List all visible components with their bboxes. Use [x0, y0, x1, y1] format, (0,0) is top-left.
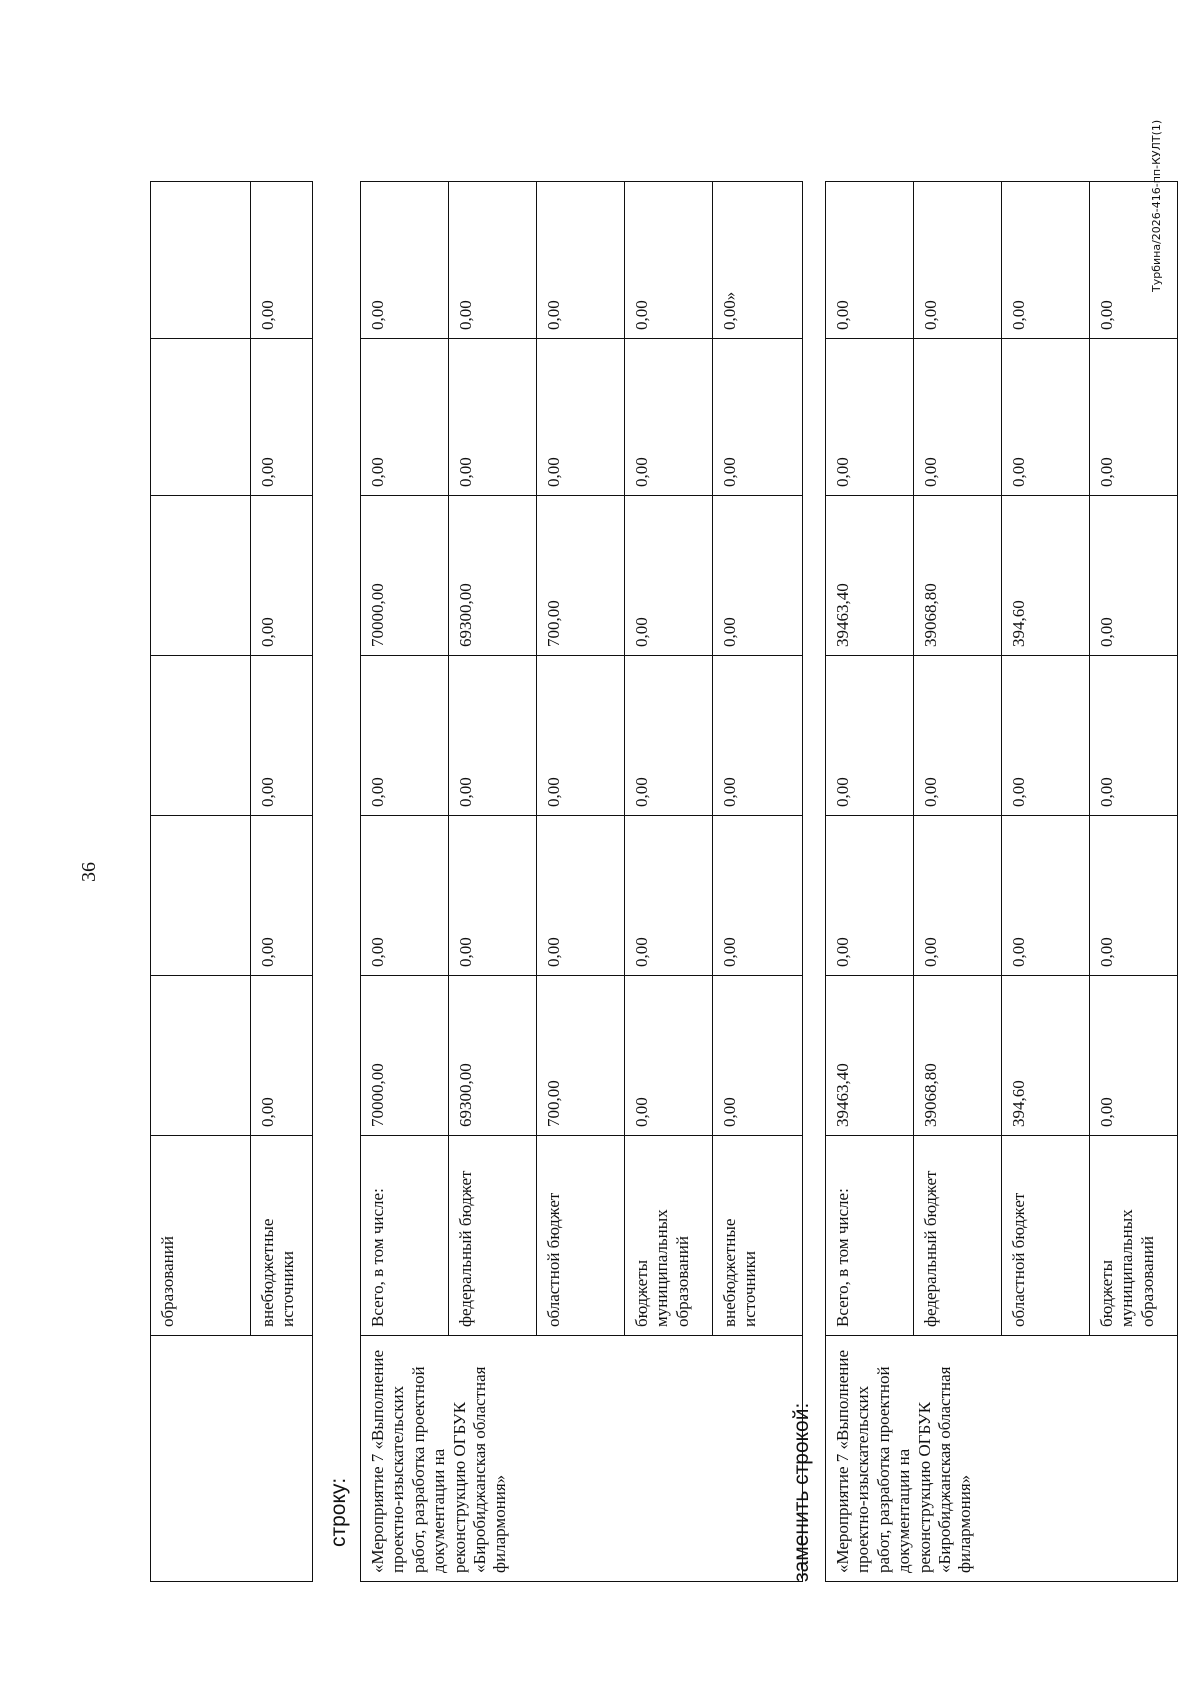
amount-cell: 0,00 — [826, 656, 914, 816]
amount-cell: 0,00 — [625, 976, 713, 1136]
amount-cell: 0,00 — [537, 656, 625, 816]
amount-cell: 39068,80 — [914, 496, 1002, 656]
amount-cell — [151, 339, 251, 496]
amount-cell: 0,00 — [1090, 816, 1178, 976]
funding-source-cell: образований — [151, 1136, 251, 1336]
amount-cell: 0,00 — [1090, 339, 1178, 496]
funding-source-cell: областной бюджет — [537, 1136, 625, 1336]
amount-cell: 0,00 — [713, 339, 803, 496]
document-footer-code: Турбина/2026-416-пп-КУЛТ(1) — [1150, 119, 1163, 292]
amount-cell: 0,00» — [713, 182, 803, 339]
amount-cell: 0,00 — [1002, 816, 1090, 976]
amount-cell: 0,00 — [1090, 496, 1178, 656]
table-row — [826, 182, 914, 1582]
amount-cell: 0,00 — [537, 182, 625, 339]
amount-cell: 0,00 — [625, 182, 713, 339]
old-row-table — [360, 181, 803, 1582]
amount-cell: 700,00 — [537, 496, 625, 656]
amount-cell: 0,00 — [625, 656, 713, 816]
amount-cell: 0,00 — [1002, 182, 1090, 339]
new-row-table — [825, 181, 1178, 1582]
amount-cell: 394,60 — [1002, 976, 1090, 1136]
amount-cell: 0,00 — [625, 816, 713, 976]
funding-source-cell: федеральный бюджет — [449, 1136, 537, 1336]
amount-cell: 0,00 — [251, 496, 313, 656]
amount-cell — [151, 976, 251, 1136]
label-new-row: заменить строкой: — [790, 1402, 813, 1582]
label-old-row: строку: — [327, 1477, 350, 1547]
amount-cell: 0,00 — [361, 182, 449, 339]
amount-cell: 0,00 — [251, 339, 313, 496]
amount-cell — [151, 816, 251, 976]
measure-title-cell: «Мероприятие 7 «Выполнение проектно-изыскательских работ, разработка проектной документации на реконструкцию ОГБУК «Биробиджанская областная филармония» — [361, 1336, 803, 1582]
amount-cell: 0,00 — [449, 816, 537, 976]
page-number: 36 — [78, 862, 100, 882]
amount-cell: 0,00 — [1090, 182, 1178, 339]
amount-cell: 0,00 — [826, 339, 914, 496]
funding-source-cell: внебюджетные источники — [713, 1136, 803, 1336]
funding-source-cell: бюджеты муниципальных образований — [1090, 1136, 1178, 1336]
funding-source-cell: Всего, в том числе: — [361, 1136, 449, 1336]
amount-cell: 0,00 — [914, 656, 1002, 816]
amount-cell: 69300,00 — [449, 496, 537, 656]
amount-cell: 70000,00 — [361, 496, 449, 656]
amount-cell: 0,00 — [1002, 656, 1090, 816]
amount-cell: 0,00 — [251, 656, 313, 816]
funding-source-cell: бюджеты муниципальных образований — [625, 1136, 713, 1336]
amount-cell: 0,00 — [625, 339, 713, 496]
amount-cell: 0,00 — [251, 976, 313, 1136]
amount-cell: 700,00 — [537, 976, 625, 1136]
amount-cell: 0,00 — [713, 656, 803, 816]
amount-cell: 0,00 — [1090, 656, 1178, 816]
amount-cell: 0,00 — [537, 339, 625, 496]
amount-cell: 0,00 — [625, 496, 713, 656]
amount-cell: 39463,40 — [826, 496, 914, 656]
amount-cell — [151, 496, 251, 656]
funding-source-cell: Всего, в том числе: — [826, 1136, 914, 1336]
amount-cell: 0,00 — [713, 496, 803, 656]
measure-title-cell: «Мероприятие 7 «Выполнение проектно-изыскательских работ, разработка проектной документации на реконструкцию ОГБУК «Биробиджанская областная филармония» — [826, 1336, 1178, 1582]
amount-cell: 0,00 — [449, 182, 537, 339]
table-row — [151, 182, 251, 1582]
funding-source-cell: федеральный бюджет — [914, 1136, 1002, 1336]
empty-title-cell — [151, 1336, 313, 1582]
amount-cell: 0,00 — [361, 816, 449, 976]
amount-cell: 0,00 — [826, 816, 914, 976]
table-row — [361, 182, 449, 1582]
amount-cell: 0,00 — [361, 656, 449, 816]
amount-cell: 69300,00 — [449, 976, 537, 1136]
amount-cell: 0,00 — [449, 339, 537, 496]
amount-cell: 0,00 — [826, 182, 914, 339]
amount-cell — [151, 182, 251, 339]
funding-source-cell: внебюджетные источники — [251, 1136, 313, 1336]
amount-cell: 0,00 — [1090, 976, 1178, 1136]
amount-cell: 0,00 — [537, 816, 625, 976]
amount-cell — [151, 656, 251, 816]
amount-cell: 0,00 — [713, 816, 803, 976]
continuation-table — [150, 181, 313, 1582]
amount-cell: 70000,00 — [361, 976, 449, 1136]
amount-cell: 0,00 — [914, 816, 1002, 976]
amount-cell: 39463,40 — [826, 976, 914, 1136]
amount-cell: 0,00 — [1002, 339, 1090, 496]
amount-cell: 0,00 — [361, 339, 449, 496]
funding-source-cell: областной бюджет — [1002, 1136, 1090, 1336]
amount-cell: 39068,80 — [914, 976, 1002, 1136]
amount-cell: 0,00 — [251, 182, 313, 339]
amount-cell: 0,00 — [713, 976, 803, 1136]
amount-cell: 0,00 — [251, 816, 313, 976]
amount-cell: 0,00 — [914, 182, 1002, 339]
amount-cell: 0,00 — [449, 656, 537, 816]
amount-cell: 394,60 — [1002, 496, 1090, 656]
amount-cell: 0,00 — [914, 339, 1002, 496]
